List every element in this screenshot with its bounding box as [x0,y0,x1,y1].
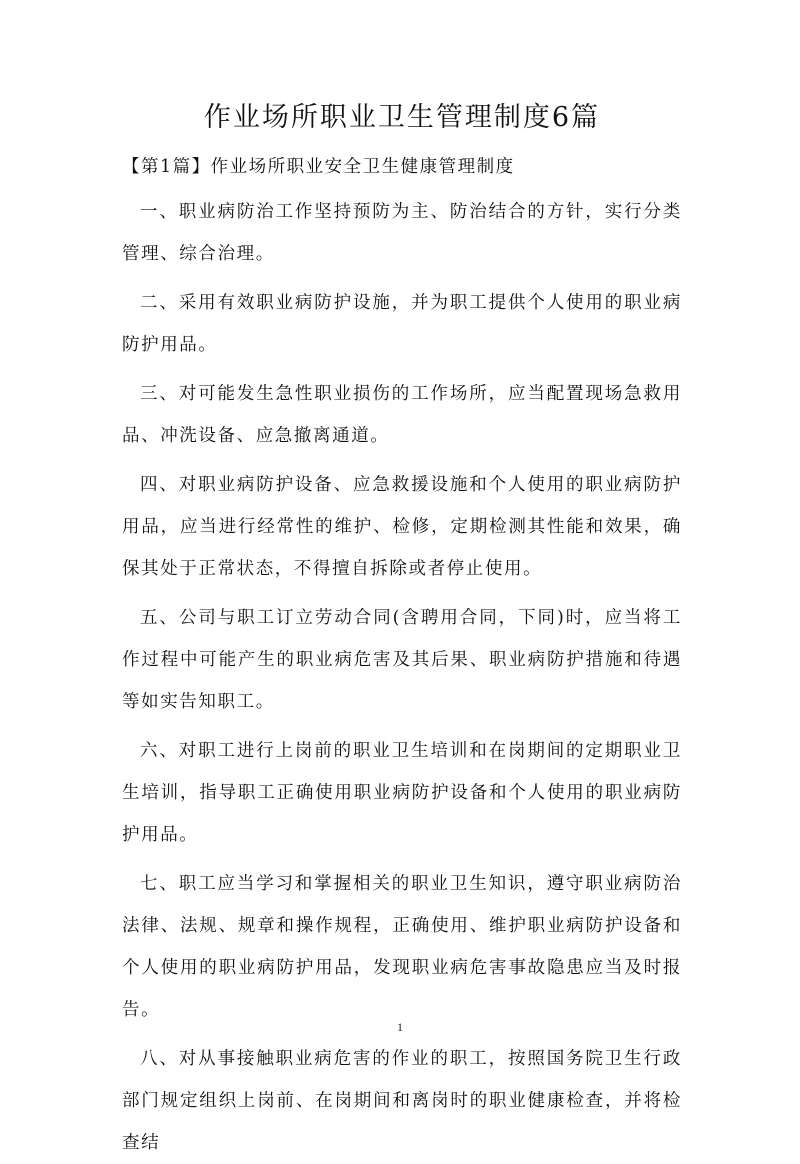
paragraph-7: 七、职工应当学习和掌握相关的职业卫生知识，遵守职业病防治法律、法规、规章和操作规程，正确使用、维护职业病防护设备和个人使用的职业病防护用品，发现职业病危害事故隐患应当及时报告。 [122,874,682,1020]
paragraph-6: 六、对职工进行上岗前的职业卫生培训和在岗期间的定期职业卫生培训，指导职工正确使用职业病防护设备和个人使用的职业病防护用品。 [122,741,682,845]
section-heading: 【第1篇】作业场所职业安全卫生健康管理制度 [122,157,515,177]
paragraph-2: 二、采用有效职业病防护设施，并为职工提供个人使用的职业病防护用品。 [122,293,682,355]
paragraph-8: 八、对从事接触职业病危害的作业的职工，按照国务院卫生行政部门规定组织上岗前、在岗期间和离岗时的职业健康检查，并将检查结 [122,1049,682,1153]
paragraph-5: 五、公司与职工订立劳动合同(含聘用合同，下同)时，应当将工作过程中可能产生的职业病危害及其后果、职业病防护措施和待遇等如实告知职工。 [122,608,682,712]
paragraph-4: 四、对职业病防护设备、应急救援设施和个人使用的职业病防护用品，应当进行经常性的维护、检修，定期检测其性能和效果，确保其处于正常状态，不得擅自拆除或者停止使用。 [122,475,682,579]
page-number: 1 [397,1020,403,1034]
paragraph-1: 一、职业病防治工作坚持预防为主、防治结合的方针，实行分类管理、综合治理。 [122,202,682,264]
document-title: 作业场所职业卫生管理制度6篇 [203,102,601,133]
paragraph-3: 三、对可能发生急性职业损伤的工作场所，应当配置现场急救用品、冲洗设备、应急撤离通道。 [122,384,682,446]
